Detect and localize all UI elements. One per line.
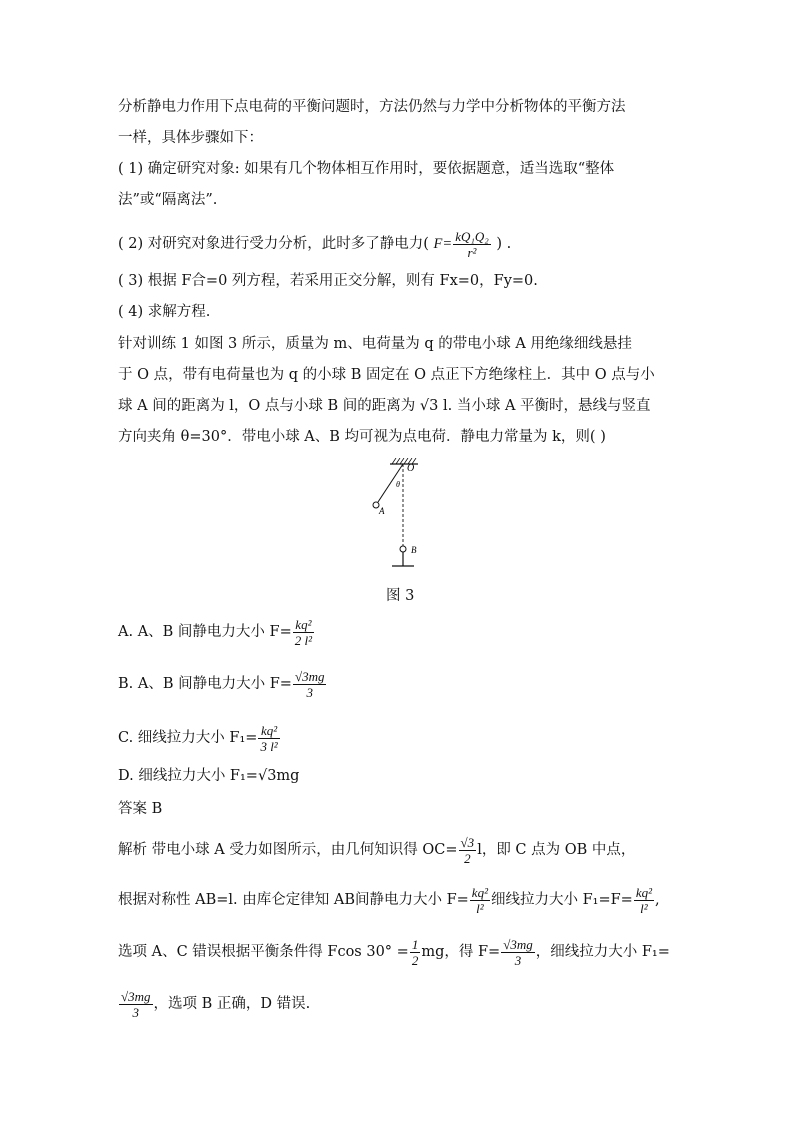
option-A (118, 612, 315, 652)
coulomb-fraction (453, 229, 491, 260)
analysis-2-numerator-2: kq² (635, 884, 652, 900)
label-theta: θ (396, 480, 400, 489)
analysis-3-text: 选项 A、C 错误根据平衡条件得 Fcos 30° = (118, 944, 409, 960)
analysis-2-fraction-2 (634, 885, 654, 916)
problem-line-1: 针对训练 1 如图 3 所示，质量为 m、电荷量为 q 的带电小球 A 用绝缘细线悬挂 (118, 336, 632, 352)
analysis-1-text: 解析 带电小球 A 受力如图所示，由几何知识得 OC= (118, 842, 458, 858)
option-B-fraction (293, 669, 327, 700)
analysis-3-denominator-2: 3 (514, 952, 522, 968)
analysis-line-3 (118, 932, 670, 972)
problem-line-3: 球 A 间的距离为 l，O 点与小球 B 间的距离为 √3 l. 当小球 A 平衡时，悬线与竖直 (118, 398, 651, 414)
analysis-4-end: ，选项 B 正确，D 错误. (153, 996, 311, 1012)
analysis-3-fraction-2 (501, 937, 535, 968)
analysis-4-denominator: 3 (132, 1004, 140, 1020)
figure-caption: 图 3 (386, 588, 415, 604)
option-B-denominator: 3 (306, 684, 313, 700)
analysis-1-numerator: √3 (460, 834, 475, 850)
analysis-1-denominator: 2 (464, 850, 471, 866)
analysis-4-fraction (119, 989, 153, 1020)
problem-line-2: 于 O 点，带有电荷量也为 q 的小球 B 固定在 O 点正下方绝缘柱上．其中 O 点与小 (118, 367, 655, 383)
intro-line-2: 一样，具体步骤如下： (118, 130, 263, 146)
intro-line-1: 分析静电力作用下点电荷的平衡问题时，方法仍然与力学中分析物体的平衡方法 (118, 99, 626, 115)
label-A: A (379, 506, 385, 516)
analysis-3-middle: mg，得 F= (421, 944, 501, 960)
analysis-line-2 (118, 880, 660, 920)
analysis-1-fraction (459, 835, 477, 866)
analysis-2-denominator-2: l² (640, 900, 648, 916)
step-2-end: ) . (496, 236, 512, 252)
analysis-4-numerator: √3mg (121, 988, 151, 1004)
step-1-line-b: 法”或“隔离法”. (118, 192, 218, 208)
analysis-1-end: l，即 C 点为 OB 中点， (477, 842, 636, 858)
problem-line-4: 方向夹角 θ=30°．带电小球 A、B 均可视为点电荷．静电力常量为 k，则( ) (118, 429, 606, 445)
analysis-3-end: ，细线拉力大小 F₁= (535, 944, 670, 960)
analysis-2-fraction-1 (470, 885, 490, 916)
option-B-text: B. A、B 间静电力大小 F= (118, 676, 292, 692)
option-C-numerator: kq² (258, 723, 279, 739)
analysis-line-1 (118, 830, 635, 870)
option-C-text: C. 细线拉力大小 F₁= (118, 730, 258, 746)
ball-B (400, 546, 406, 552)
analysis-3-fraction-1 (410, 937, 421, 968)
coulomb-denominator: r² (467, 244, 477, 260)
option-B-numerator: √3mg (294, 668, 325, 684)
option-A-text: A. A、B 间静电力大小 F= (118, 624, 292, 640)
answer-line: 答案 B (118, 801, 163, 817)
analysis-2-end: , (654, 892, 660, 908)
step-2 (118, 224, 511, 264)
option-C-denominator: 3 l² (260, 738, 278, 754)
figure-3-diagram (360, 458, 440, 576)
step-2-F: F= (433, 236, 453, 252)
coulomb-numerator: kQ₁Q₂ (455, 228, 489, 244)
analysis-3-numerator-2: √3mg (503, 936, 533, 952)
analysis-2-denominator-1: l² (476, 900, 484, 916)
option-D: D. 细线拉力大小 F₁=√3mg (118, 768, 300, 784)
option-C (118, 718, 281, 758)
analysis-3-denominator-1: 2 (411, 952, 419, 968)
option-A-numerator: kq² (293, 617, 314, 633)
option-A-denominator: 2 l² (294, 632, 313, 648)
step-4: ( 4) 求解方程. (118, 304, 211, 320)
option-B (118, 664, 327, 704)
label-O: O (407, 463, 415, 474)
step-3: ( 3) 根据 F合=0 列方程，若采用正交分解，则有 Fx=0，Fy=0. (118, 273, 538, 289)
label-B: B (411, 545, 417, 555)
option-C-fraction (258, 723, 279, 754)
analysis-2-text: 根据对称性 AB=l. 由库仑定律知 AB间静电力大小 F= (118, 892, 469, 908)
step-1-line-a: ( 1) 确定研究对象: 如果有几个物体相互作用时，要依据题意，适当选取“整体 (118, 161, 615, 177)
step-2-text: ( 2) 对研究对象进行受力分析，此时多了静电力( (118, 236, 429, 252)
option-A-fraction (293, 617, 314, 648)
analysis-3-numerator-1: 1 (411, 936, 419, 952)
analysis-2-middle: 细线拉力大小 F₁=F= (490, 892, 633, 908)
analysis-2-numerator-1: kq² (471, 884, 488, 900)
analysis-line-4 (118, 984, 310, 1024)
